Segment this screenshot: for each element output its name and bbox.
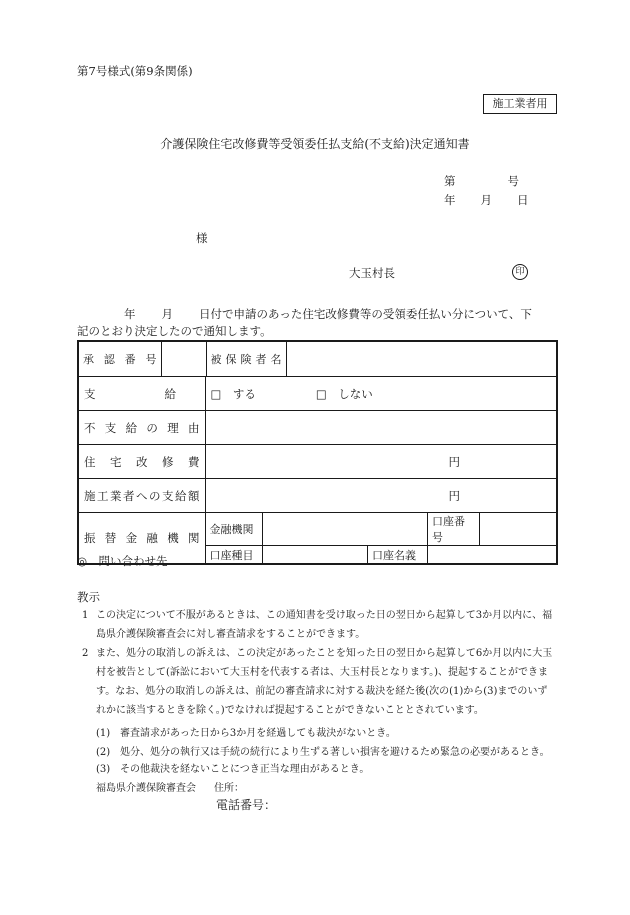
date-year-label: 年 [444,193,456,207]
payment-no-checkbox[interactable]: □ しない [315,386,373,401]
renovation-cost-label: 住宅改修費 [78,445,205,479]
list-item [96,743,550,758]
issue-date-line [444,192,529,208]
paragraph-number: 1 [82,610,89,621]
payment-options [205,377,557,411]
bank-label: 金融機関 [206,513,263,546]
document-number-line [444,173,519,189]
form-number: 第7号様式(第9条関係) [77,64,193,78]
account-number-value[interactable] [480,513,557,546]
decision-table [77,340,558,565]
contractor-payment-label: 施工業者への支給額 [78,479,205,513]
list-item-text: 処分、処分の執行又は手続の続行により生ずる著しい損害を避けるため緊急の必要があるとき。 [120,747,550,758]
paragraph-number: 2 [82,648,89,659]
bank-value[interactable] [263,513,428,546]
account-name-value[interactable] [428,546,557,564]
intro-line-1 [124,306,532,322]
intro-line-2: 記のとおり決定したので通知します。 [77,324,272,338]
inquiry-label: ◎ 問い合わせ先 [77,554,168,568]
review-council-line [96,779,244,794]
table-row [78,377,557,411]
approval-row [78,341,557,377]
document-title: 介護保険住宅改修費等受領委任払支給(不支給)決定通知書 [160,137,470,151]
list-item-text: 審査請求があった日から3か月を経過しても裁決がないとき。 [120,728,396,739]
number-suffix: 号 [507,174,519,188]
number-prefix: 第 [444,174,456,188]
council-name: 福島県介護保険審査会 [96,783,196,794]
contractor-copy-box: 施工業者用 [483,94,557,114]
payment-yes-checkbox[interactable]: □ する [210,386,256,401]
intro-year-label: 年 [124,307,136,321]
council-address-label: 住所： [214,783,244,794]
insured-name-value[interactable] [286,342,556,376]
intro-text-1: 日付で申請のあった住宅改修費等の受領委任払い分について、下 [199,307,532,321]
transfer-bank-details [205,513,557,565]
list-item [96,760,369,775]
contractor-payment-value[interactable]: 円 [205,479,557,513]
addressee-suffix: 様 [196,231,208,245]
issuer-mayor: 大玉村長 [349,266,395,280]
non-payment-reason-value[interactable] [205,411,557,445]
approval-number-value[interactable] [161,342,206,376]
date-day-label: 日 [517,193,529,207]
seal-icon: 印 [512,264,528,280]
list-item-number: (3) [96,764,111,775]
instruction-paragraph-1 [82,606,556,644]
instruction-heading: 教示 [77,590,100,604]
paragraph-text: この決定について不服があるときは、この通知書を受け取った日の翌日から起算して3か月以内に、福島県介護保険審査会に対し審査請求をすることができます。 [96,610,553,640]
intro-month-label: 月 [161,307,173,321]
account-name-label: 口座名義 [368,546,428,564]
account-type-label: 口座種目 [206,546,263,564]
table-row [78,411,557,445]
list-item [96,724,396,739]
renovation-cost-value[interactable]: 円 [205,445,557,479]
list-item-number: (2) [96,747,111,758]
insured-name-label: 被保険者名 [206,342,286,376]
payment-label: 支 給 [78,377,205,411]
account-type-value[interactable] [263,546,368,564]
table-row [78,341,557,377]
transfer-bank-label: 振替金融機関 [78,513,205,565]
date-month-label: 月 [480,193,492,207]
table-row [78,479,557,513]
list-item-number: (1) [96,728,111,739]
list-item-text: その他裁決を経ないことにつき正当な理由があるとき。 [120,764,370,775]
approval-number-label: 承認番号 [79,342,161,376]
table-row [78,445,557,479]
non-payment-reason-label: 不支給の理由 [78,411,205,445]
paragraph-text: また、処分の取消しの訴えは、この決定があったことを知った日の翌日から起算して6か月以内に大玉村を被告として(訴訟において大玉村を代表する者は、大玉村長となります。)、提起することができます。なお、処分の取消しの訴えは、前記の審査請求に対する裁決を経た後(次の(1)から(3)までのいずれかに該当するときを除く。)でなければ提起することができないこととされています。 [96,648,553,716]
instruction-paragraph-2 [82,644,556,720]
account-number-label: 口座番号 [428,513,480,546]
council-phone-label: 電話番号： [216,798,277,812]
